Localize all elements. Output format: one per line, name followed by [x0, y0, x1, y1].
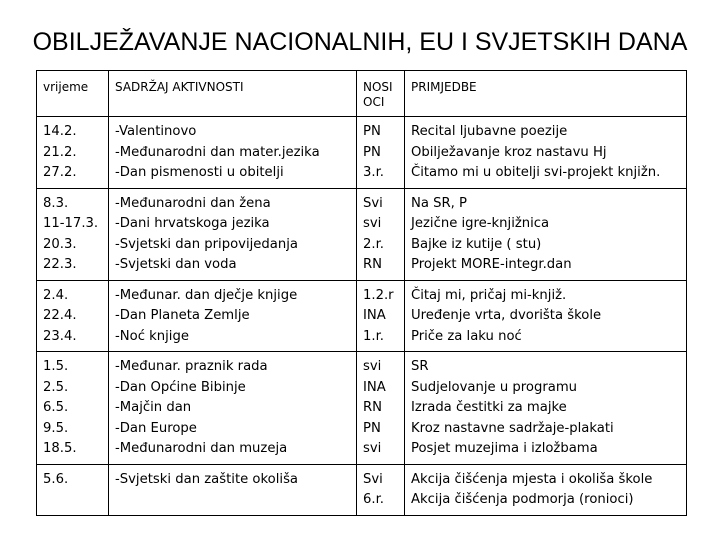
note-line: Posjet muzejima i izložbama	[411, 441, 598, 456]
note-line: Izrada čestitki za majke	[411, 400, 567, 415]
activity-line: -Svjetski dan zaštite okoliša	[115, 471, 299, 487]
note-line: Bajke iz kutije ( stu)	[411, 236, 542, 252]
holder-line: svi	[363, 359, 382, 374]
note-cell	[405, 280, 687, 352]
note-line: Recital ljubavne poezije	[411, 124, 568, 139]
note-line: Na SR, P	[411, 195, 468, 211]
activity-cell	[109, 464, 357, 515]
date-cell	[37, 117, 109, 189]
date-cell	[37, 188, 109, 280]
note-line: SR	[411, 359, 429, 374]
table-row	[37, 280, 687, 352]
holder-cell	[357, 352, 405, 465]
date-line: 14.2.	[43, 124, 77, 139]
activity-line: -Dan Planeta Zemlje	[115, 308, 250, 323]
date-line: 5.6.	[43, 471, 69, 487]
activity-cell	[109, 188, 357, 280]
date-line: 9.5.	[43, 420, 69, 436]
holder-line: RN	[363, 400, 383, 415]
holder-line: svi	[363, 216, 382, 231]
header-primjedbe: PRIMJEDBE	[405, 71, 687, 117]
date-line: 21.2.	[43, 144, 77, 160]
holder-line: svi	[363, 441, 382, 456]
note-line: Projekt MORE-integr.dan	[411, 257, 572, 272]
activities-table	[36, 70, 687, 516]
date-line: 23.4.	[43, 328, 77, 344]
holder-cell	[357, 280, 405, 352]
table-row	[37, 352, 687, 465]
activity-line: -Dan Općine Bibinje	[115, 379, 246, 395]
date-line: 18.5.	[43, 441, 77, 456]
table-body	[37, 117, 687, 516]
activity-line: -Međunarodni dan muzeja	[115, 441, 288, 456]
activity-line: -Međunarodni dan mater.jezika	[115, 144, 320, 160]
page-title: OBILJEŽAVANJE NACIONALNIH, EU I SVJETSKIH DANA	[32, 28, 688, 56]
activity-cell	[109, 352, 357, 465]
holder-line: Svi	[363, 471, 383, 487]
activity-line: -Dan Europe	[115, 420, 197, 436]
header-vrijeme: vrijeme	[37, 71, 109, 117]
note-line: Akcija čišćenja podmorja (ronioci)	[411, 492, 634, 507]
holder-cell	[357, 188, 405, 280]
header-nositelji-line: OCI	[363, 95, 385, 109]
holder-line: 3.r.	[363, 165, 384, 180]
holder-line: INA	[363, 308, 386, 323]
date-line: 8.3.	[43, 195, 69, 211]
date-line: 2.4.	[43, 287, 69, 303]
activity-line: -Međunar. praznik rada	[115, 359, 268, 374]
header-nositelji	[357, 71, 405, 117]
note-line: Uređenje vrta, dvorišta škole	[411, 308, 602, 323]
holder-line: PN	[363, 420, 381, 436]
date-cell	[37, 464, 109, 515]
activity-line: -Valentinovo	[115, 124, 197, 139]
note-cell	[405, 117, 687, 189]
table-header-row	[37, 71, 687, 117]
date-line: 11-17.3.	[43, 216, 99, 231]
holder-line: RN	[363, 257, 383, 272]
date-cell	[37, 280, 109, 352]
activity-line: -Noć knjige	[115, 328, 189, 344]
date-line: 1.5.	[43, 359, 69, 374]
holder-line: Svi	[363, 195, 383, 211]
date-line: 22.4.	[43, 308, 77, 323]
activity-cell	[109, 280, 357, 352]
holder-line: 6.r.	[363, 492, 384, 507]
holder-line: 1.r.	[363, 328, 384, 344]
note-line: Čitamo mi u obitelji svi-projekt knjižn.	[411, 165, 661, 180]
note-line: Akcija čišćenja mjesta i okoliša škole	[411, 471, 653, 487]
table-row	[37, 188, 687, 280]
date-cell	[37, 352, 109, 465]
holder-cell	[357, 464, 405, 515]
holder-line: PN	[363, 124, 381, 139]
holder-line: 2.r.	[363, 236, 384, 252]
note-cell	[405, 188, 687, 280]
note-cell	[405, 352, 687, 465]
holder-line: PN	[363, 144, 381, 160]
note-line: Čitaj mi, pričaj mi-knjiž.	[411, 287, 567, 303]
date-line: 22.3.	[43, 257, 77, 272]
note-cell	[405, 464, 687, 515]
activity-line: -Dan pismenosti u obitelji	[115, 165, 284, 180]
note-line: Obilježavanje kroz nastavu Hj	[411, 144, 607, 160]
activity-line: -Majčin dan	[115, 400, 192, 415]
holder-line: 1.2.r	[363, 287, 394, 303]
activity-cell	[109, 117, 357, 189]
note-line: Jezične igre-knjižnica	[411, 216, 550, 231]
activity-line: -Međunarodni dan žena	[115, 195, 271, 211]
holder-cell	[357, 117, 405, 189]
holder-line: INA	[363, 379, 386, 395]
note-line: Sudjelovanje u programu	[411, 379, 578, 395]
date-line: 27.2.	[43, 165, 77, 180]
header-nositelji-line: NOSI	[363, 80, 393, 94]
date-line: 20.3.	[43, 236, 77, 252]
note-line: Priče za laku noć	[411, 328, 522, 344]
activity-line: -Svjetski dan voda	[115, 257, 237, 272]
activity-line: -Dani hrvatskoga jezika	[115, 216, 270, 231]
activity-line: -Međunar. dan dječje knjige	[115, 287, 298, 303]
date-line: 6.5.	[43, 400, 69, 415]
table-row	[37, 464, 687, 515]
header-sadrzaj: SADRŽAJ AKTIVNOSTI	[109, 71, 357, 117]
table-row	[37, 117, 687, 189]
note-line: Kroz nastavne sadržaje-plakati	[411, 420, 614, 436]
activity-line: -Svjetski dan pripovijedanja	[115, 236, 298, 252]
date-line: 2.5.	[43, 379, 69, 395]
